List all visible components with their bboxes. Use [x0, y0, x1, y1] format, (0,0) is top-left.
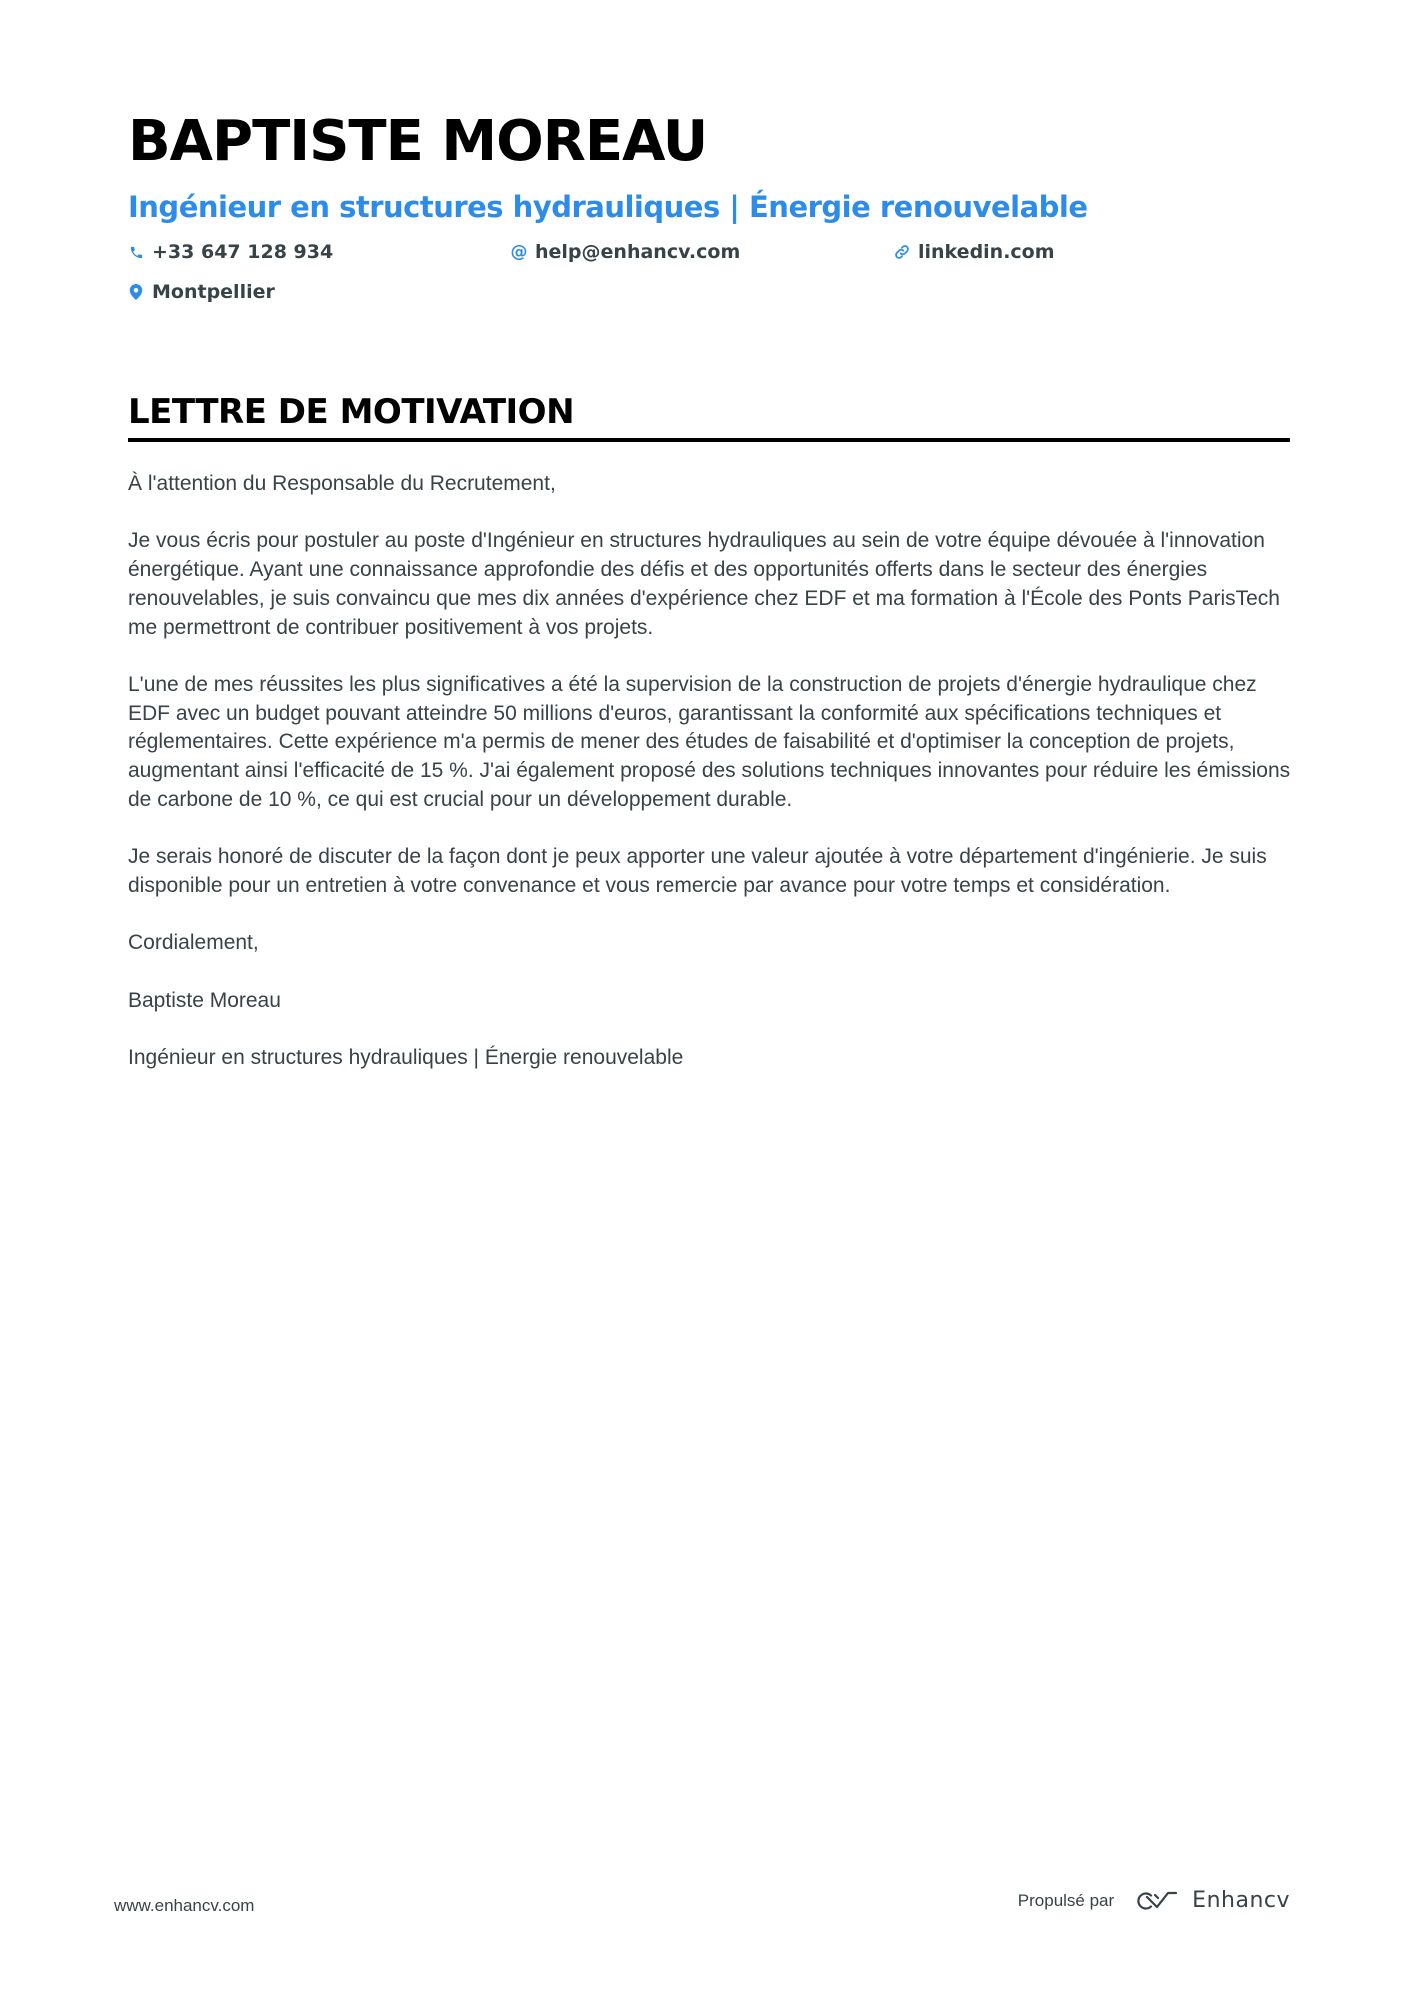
letter-salutation: À l'attention du Responsable du Recrutement, — [128, 472, 556, 495]
section-title: LETTRE DE MOTIVATION — [128, 392, 575, 432]
letter-paragraph: L'une de mes réussites les plus significatives a été la supervision de la construction de projets d'énergie hydraulique chez EDF avec un budget pouvant atteindre 50 millions d'euros, garantissant la conformité aux spécifications techniques et réglementaires. Cette expérience m'a permis de mener des études de faisabilité et d'optimiser la conception de projets, augmentant ainsi l'efficacité de 15 %. J'ai également proposé des solutions techniques innovantes pour réduire les émissions de carbone de 10 %, ce qui est crucial pour un développement durable. — [128, 672, 1291, 811]
contact-phone — [128, 241, 333, 263]
letter-closing: Cordialement, — [128, 931, 259, 955]
contact-location — [128, 281, 275, 303]
letter-body — [128, 470, 1296, 1101]
map-pin-icon — [128, 284, 144, 300]
phone-icon — [128, 244, 144, 260]
phone-text: +33 647 128 934 — [152, 241, 334, 263]
enhancv-logo-icon — [1134, 1889, 1180, 1913]
section-divider — [128, 438, 1290, 442]
signature-title: Ingénieur en structures hydrauliques | Énergie renouvelable — [128, 1045, 684, 1069]
powered-by-label: Propulsé par — [1017, 1890, 1115, 1910]
candidate-name: BAPTISTE MOREAU — [128, 109, 708, 174]
location-text: Montpellier — [152, 281, 275, 303]
email-text[interactable]: help@enhancv.com — [535, 241, 741, 263]
at-icon: @ — [510, 242, 528, 262]
footer-website[interactable]: www.enhancv.com — [114, 1896, 255, 1915]
link-text[interactable]: linkedin.com — [918, 241, 1055, 263]
footer-brand[interactable] — [1018, 1888, 1290, 1913]
candidate-headline: Ingénieur en structures hydrauliques | Énergie renouvelable — [128, 190, 1088, 224]
link-icon — [894, 244, 910, 260]
signature-name: Baptiste Moreau — [128, 988, 281, 1012]
brand-name: Enhancv — [1192, 1888, 1290, 1913]
letter-paragraph: Je vous écris pour postuler au poste d'Ingénieur en structures hydrauliques au sein de votre équipe dévouée à l'innovation énergétique. Ayant une connaissance approfondie des défis et des opportunités offerts dans le secteur des énergies renouvelables, je suis convaincu que mes dix années d'expérience chez EDF et ma formation à l'École des Ponts ParisTech me permettront de contribuer positivement à vos projets. — [128, 529, 1280, 639]
contact-email[interactable] — [511, 241, 740, 263]
letter-paragraph: Je serais honoré de discuter de la façon dont je peux apporter une valeur ajoutée à votre département d'ingénierie. Je suis disponible pour un entretien à votre convenance et vous remercie par avance pour votre temps et considération. — [128, 845, 1267, 897]
contact-link[interactable] — [894, 241, 1055, 263]
